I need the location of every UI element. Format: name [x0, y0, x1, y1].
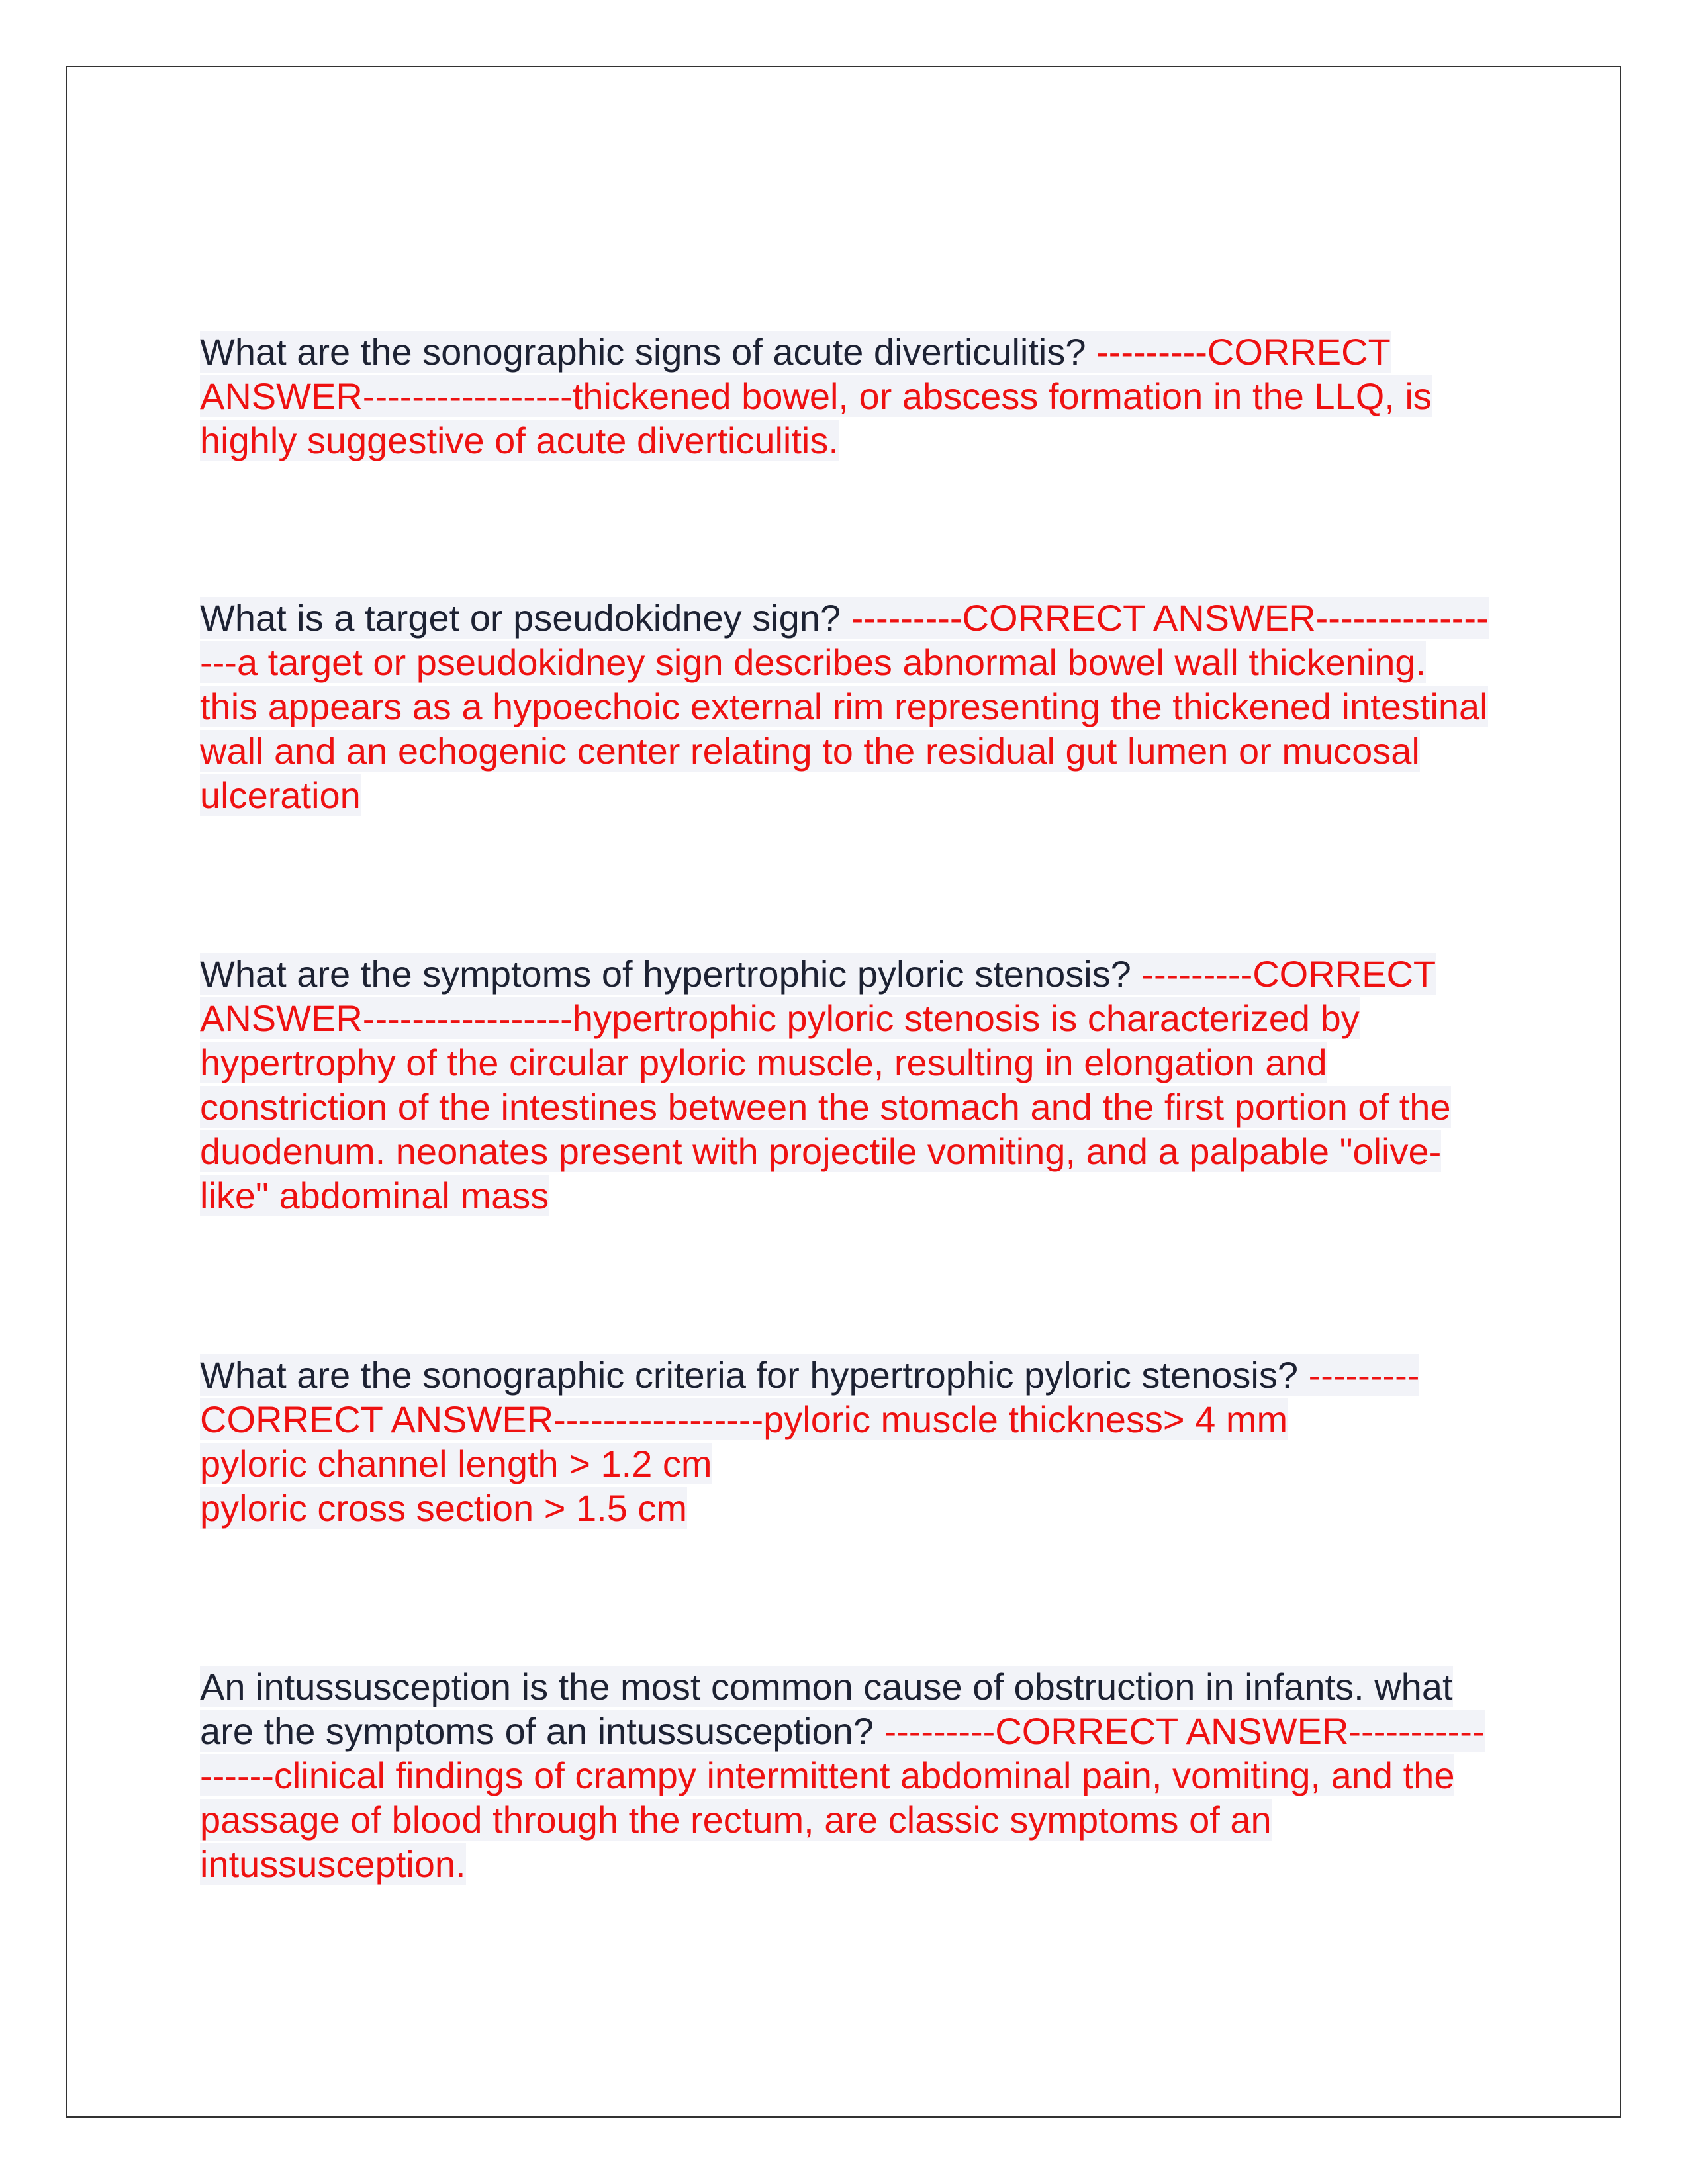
- qa-item-5: [200, 1664, 1491, 1886]
- answer-text: ---------CORRECT ANSWER-----------------clinical findings of crampy intermittent abdominal pain, vomiting, and the passage of blood through the rectum, are classic symptoms of an intussusception.: [200, 1710, 1485, 1885]
- answer-text: ---------CORRECT ANSWER-----------------a target or pseudokidney sign describes abnormal bowel wall thickening. this appears as a hypoechoic external rim representing the thickened intestinal wall and an echogenic center relating to the residual gut lumen or mucosal ulceration: [200, 597, 1489, 816]
- question-text: What is a target or pseudokidney sign?: [200, 597, 851, 639]
- answer-text: ---------CORRECT ANSWER-----------------hypertrophic pyloric stenosis is characterized by hypertrophy of the circular pyloric muscle, resulting in elongation and constriction of the intestines between the stomach and the first portion of the duodenum. neonates present with projectile vomiting, and a palpable "olive-like" abdominal mass: [200, 953, 1451, 1216]
- answer-text: ---------CORRECT ANSWER-----------------thickened bowel, or abscess formation in the LLQ, is highly suggestive of acute diverticulitis.: [200, 331, 1432, 461]
- qa-item-1: [200, 330, 1491, 463]
- question-text: What are the symptoms of hypertrophic pyloric stenosis?: [200, 953, 1142, 995]
- question-text: What are the sonographic signs of acute diverticulitis?: [200, 331, 1097, 373]
- qa-item-4: [200, 1353, 1491, 1530]
- qa-item-2: [200, 596, 1491, 817]
- answer-text: ---------CORRECT ANSWER-----------------pyloric muscle thickness> 4 mm pyloric channel length > 1.2 cm pyloric cross section > 1.5 cm: [200, 1354, 1420, 1529]
- question-text: An intussusception is the most common cause of obstruction in infants. what are the symptoms of an intussusception?: [200, 1666, 1453, 1752]
- question-text: What are the sonographic criteria for hypertrophic pyloric stenosis?: [200, 1354, 1309, 1396]
- qa-item-3: [200, 952, 1491, 1218]
